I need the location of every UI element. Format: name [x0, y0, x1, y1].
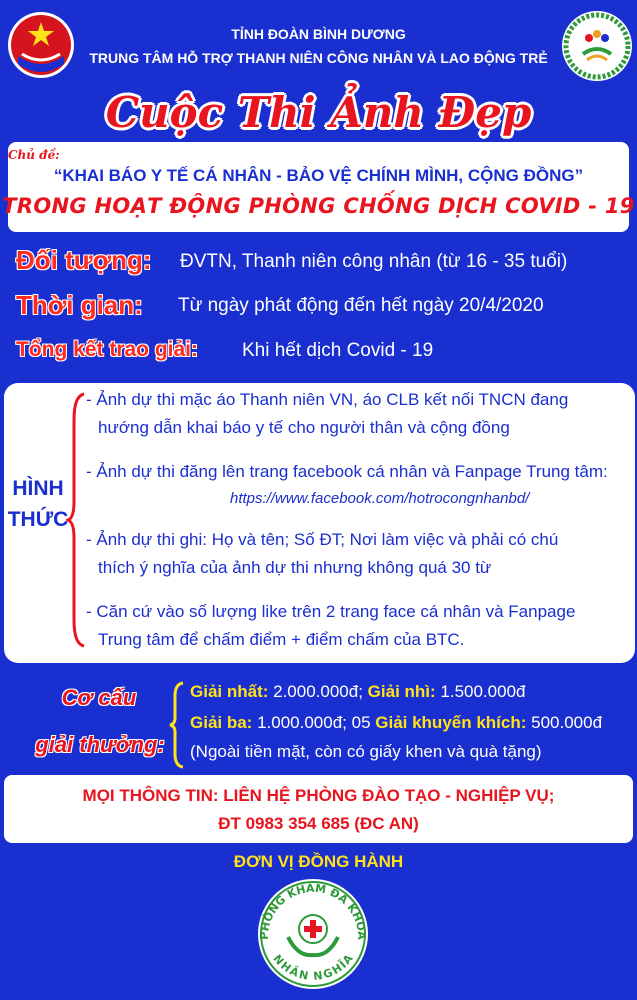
contest-title: Cuộc Thi Ảnh Đẹp: [105, 88, 532, 137]
info-value-time: Từ ngày phát động đến hết ngày 20/4/2020: [178, 295, 544, 316]
clinic-name-top: PHÒNG KHÁM ĐA KHOA: [257, 881, 369, 940]
theme-subtitle: TRONG HOẠT ĐỘNG PHÒNG CHỐNG DỊCH COVID - 19: [2, 194, 635, 218]
info-value-awards: Khi hết dịch Covid - 19: [242, 340, 434, 361]
info-label-audience: Đối tượng:: [16, 245, 152, 275]
prize-first-value: 2.000.000đ;: [268, 682, 368, 701]
form-item-3-line1: - Ảnh dự thi ghi: Họ và tên; Số ĐT; Nơi làm việc và phải có chú: [86, 530, 559, 549]
prize-first-label: Giải nhất:: [190, 682, 269, 701]
theme-label: Chủ đề:: [8, 148, 60, 162]
prize-row-third-encourage: [190, 713, 602, 733]
form-item-4-line1: - Căn cứ vào số lượng like trên 2 trang face cá nhân và Fanpage: [86, 602, 576, 621]
org-line-province: TỈNH ĐOÀN BÌNH DƯƠNG: [231, 26, 406, 42]
partner-title: ĐƠN VỊ ĐỒNG HÀNH: [233, 852, 404, 871]
prize-second-value: 1.500.000đ: [435, 682, 526, 701]
clinic-logo-icon: [252, 877, 374, 991]
clinic-name-bottom: NHÂN NGHĨA: [270, 952, 356, 983]
prize-row-first-second: [190, 682, 525, 702]
theme-slogan: “KHAI BÁO Y TẾ CÁ NHÂN - BẢO VỆ CHÍNH MÌNH, CỘNG ĐỒNG”: [53, 166, 584, 185]
prize-label-line2: giải thưởng:: [35, 732, 165, 757]
theme-panel: [8, 142, 629, 232]
prize-third-label: Giải ba:: [190, 713, 253, 732]
form-title-line2: THỨC: [7, 508, 69, 531]
info-label-time: Thời gian:: [16, 290, 143, 320]
form-brace-icon: [66, 390, 88, 650]
prize-encourage-label: Giải khuyến khích:: [375, 713, 527, 732]
youth-union-logo-icon: [6, 10, 76, 80]
form-title-line1: HÌNH: [12, 477, 64, 500]
info-label-awards: Tổng kết trao giải:: [16, 338, 199, 361]
form-item-2-line1: - Ảnh dự thi đăng lên trang facebook cá nhân và Fanpage Trung tâm:: [86, 462, 608, 481]
contact-line-phone[interactable]: ĐT 0983 354 685 (ĐC AN): [218, 814, 419, 833]
info-value-audience: ĐVTN, Thanh niên công nhân (từ 16 - 35 tuổi): [180, 251, 568, 272]
contact-line-department: MỌI THÔNG TIN: LIÊN HỆ PHÒNG ĐÀO TẠO - NGHIỆP VỤ;: [82, 786, 555, 805]
prize-encourage-value: 500.000đ: [526, 713, 603, 732]
prize-note: (Ngoài tiền mặt, còn có giấy khen và quà tặng): [190, 742, 542, 761]
facebook-url-link[interactable]: https://www.facebook.com/hotrocongnhanbd/: [230, 490, 530, 507]
form-item-3-line2: thích ý nghĩa của ảnh dự thi nhưng không quá 30 từ: [98, 558, 492, 577]
form-item-4-line2: Trung tâm để chấm điểm + điểm chấm của BTC.: [98, 630, 465, 649]
prize-brace-icon: [168, 680, 186, 770]
org-line-center: TRUNG TÂM HỖ TRỢ THANH NIÊN CÔNG NHÂN VÀ LAO ĐỘNG TRẺ: [89, 50, 548, 66]
prize-third-value: 1.000.000đ; 05: [252, 713, 376, 732]
prize-label-line1: Cơ cấu: [61, 685, 137, 710]
form-item-1-line1: - Ảnh dự thi mặc áo Thanh niên VN, áo CLB kết nối TNCN đang: [86, 390, 569, 409]
form-item-1-line2: hướng dẫn khai báo y tế cho người thân và cộng đồng: [98, 418, 510, 437]
prize-second-label: Giải nhì:: [367, 682, 436, 701]
worker-center-logo-icon: [561, 10, 633, 82]
